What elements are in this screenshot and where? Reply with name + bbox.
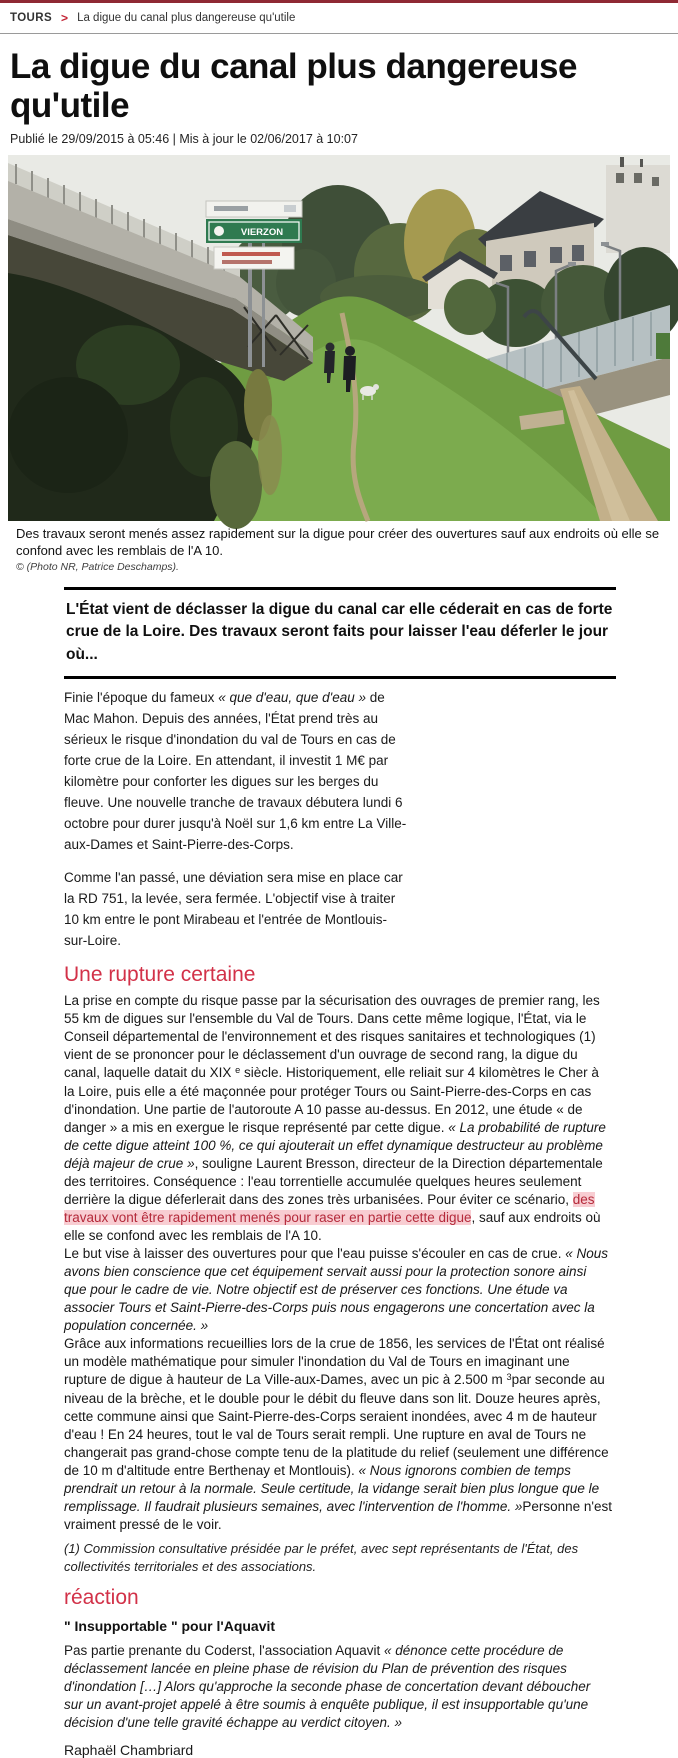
- chevron-right-icon: >: [61, 11, 69, 25]
- author-byline: Raphaël Chambriard: [64, 1742, 194, 1758]
- article-photo: [0, 155, 678, 573]
- lamp-head: [601, 242, 609, 246]
- breadcrumb-current: La digue du canal plus dangereuse qu'utile: [77, 12, 296, 24]
- page-title: La digue du canal plus dangereuse qu'utile: [10, 47, 577, 126]
- breadcrumb-section-link[interactable]: TOURS: [10, 12, 53, 24]
- article-intro: [64, 687, 409, 951]
- sign-destination-label: VIERZON: [240, 227, 284, 239]
- article-paragraph: Pas partie prenante du Coderst, l'association Aquavit « dénonce cette procédure de déclassement lancée en pleine phase de révision du Plan de prévention des risques d'inondation […] Alors qu'approche la seconde phase de concertation devant déboucher sur un avant-projet appelé à être soumis à enquête publique, il est insupportable qu'une décision d'une telle gravité échappe au verdict citoyen. »: [64, 1643, 591, 1731]
- section-heading: Une rupture certaine: [64, 963, 256, 987]
- footnote: (1) Commission consultative présidée par le préfet, avec sept représentants de l'État, des collectivités territoriales et des associations.: [64, 1541, 579, 1575]
- article-paragraph: Comme l'an passé, une déviation sera mise en place car la RD 751, la levée, sera fermée. L'objectif vise à traiter 10 km entre le pont Mirabeau et l'entrée de Montlouis-sur-Loire.: [64, 870, 403, 949]
- article-standfirst: L'État vient de déclasser la digue du canal car elle céderait en cas de forte crue de la Loire. Des travaux seront faits pour laisser l'eau déferler le jour où...: [64, 587, 616, 679]
- article-paragraph: Le but vise à laisser des ouvertures pour que l'eau puisse s'écouler en cas de crue. « Nous avons bien conscience que cet équipement servait aussi pour la protection sonore ainsi que pour le cadre de vie. Notre objectif est de préserver ces fonctions. Une étude va associer Tours et Saint-Pierre-des-Corps puis nous engagerons une concertation avec la population concernée. »: [64, 1246, 608, 1334]
- levee-photo-illustration: [8, 155, 670, 521]
- article-paragraph: Finie l'époque du fameux « que d'eau, que d'eau » de Mac Mahon. Depuis des années, l'État prend très au sérieux le risque d'inondation du val de Tours en cas de forte crue de la Loire. En attendant, il investit 1 M€ par kilomètre pour conforter les digues sur les berges du fleuve. Une nouvelle tranche de travaux débutera lundi 6 octobre pour durer jusqu'à Noël sur 1,6 km entre La Ville-aux-Dames et Saint-Pierre-des-Corps.: [64, 690, 407, 853]
- photo-credit: © (Photo NR, Patrice Deschamps).: [16, 560, 179, 573]
- section-heading: réaction: [64, 1586, 139, 1610]
- photo-caption: Des travaux seront menés assez rapidement sur la digue pour créer des ouvertures sauf aux endroits où elle se confond avec les remblais de l'A 10.: [16, 526, 660, 558]
- lamp-head: [568, 262, 576, 266]
- section-rupture: [64, 963, 612, 1576]
- reaction-subheading: " Insupportable " pour l'Aquavit: [64, 1618, 276, 1635]
- breadcrumb: [0, 3, 678, 34]
- article-paragraph: La prise en compte du risque passe par la sécurisation des ouvrages de premier rang, les 55 km de digues sur l'ensemble du Val de Tours. Dans cette même logique, l'État, via le Conseil départemental de l'environnement et des risques sanitaires et technologiques (1) vient de se prononcer pour le déclassement d'un ouvrage de second rang, la digue du canal, laquelle datait du XIX $^e$ siècle. Historiquement, elle reliait sur 4 kilomètres le Cher à la Loire, puis elle a été maçonnée pour protéger Tours ou Saint-Pierre-des-Corps en cas d'inondation. Une partie de l'autoroute A 10 passe au-dessus. En 2012, une étude « de danger » a mis en exergue le risque représenté par cette digue. « La probabilité de rupture de cette digue atteint 100 %, ce qui ajouterait un effet dynamique destructeur au problème déjà majeur de crue », souligne Laurent Bresson, directeur de la Direction départementale des territoires. Conséquence : l'eau torrentielle accumulée quelques heures seulement derrière la digue déferlerait dans des zones très urbanisées. Pour éviter ce scénario, des travaux vont être rapidement menés pour raser en partie cette digue, sauf aux endroits où elle se confond avec les remblais de l'A 10.: [64, 993, 606, 1244]
- publish-meta: Publié le 29/09/2015 à 05:46 | Mis à jour le 02/06/2017 à 10:07: [10, 132, 358, 147]
- article-paragraph: Grâce aux informations recueillies lors de la crue de 1856, les services de l'État ont réalisé un modèle mathématique pour simuler l'inondation du Val de Tours en imaginant une rupture de digue à hauteur de La Ville-aux-Dames, avec un pic à 2.500 m $^3$par seconde au niveau de la brèche, et le double pour le débit du fleuve dans son lit. Douze heures après, cette commune ainsi que Saint-Pierre-des-Corps seraient inondées, avec 4 m de hauteur d'eau ! En 24 heures, tout le val de Tours serait rempli. Une rupture en aval de Tours ne changerait pas grand-chose compte tenu de la platitude du relief (seulement une différence de 10 m d'altitude entre Berthenay et Montlouis). « Nous ignorons combien de temps prendrait un retour à la normale. Seule certitude, la vidange serait bien plus longue que le remplissage. Il faudrait plusieurs semaines, avec l'intervention de l'homme. »Personne n'est vraiment pressé de le voir.: [64, 1336, 613, 1533]
- section-reaction: [64, 1586, 612, 1758]
